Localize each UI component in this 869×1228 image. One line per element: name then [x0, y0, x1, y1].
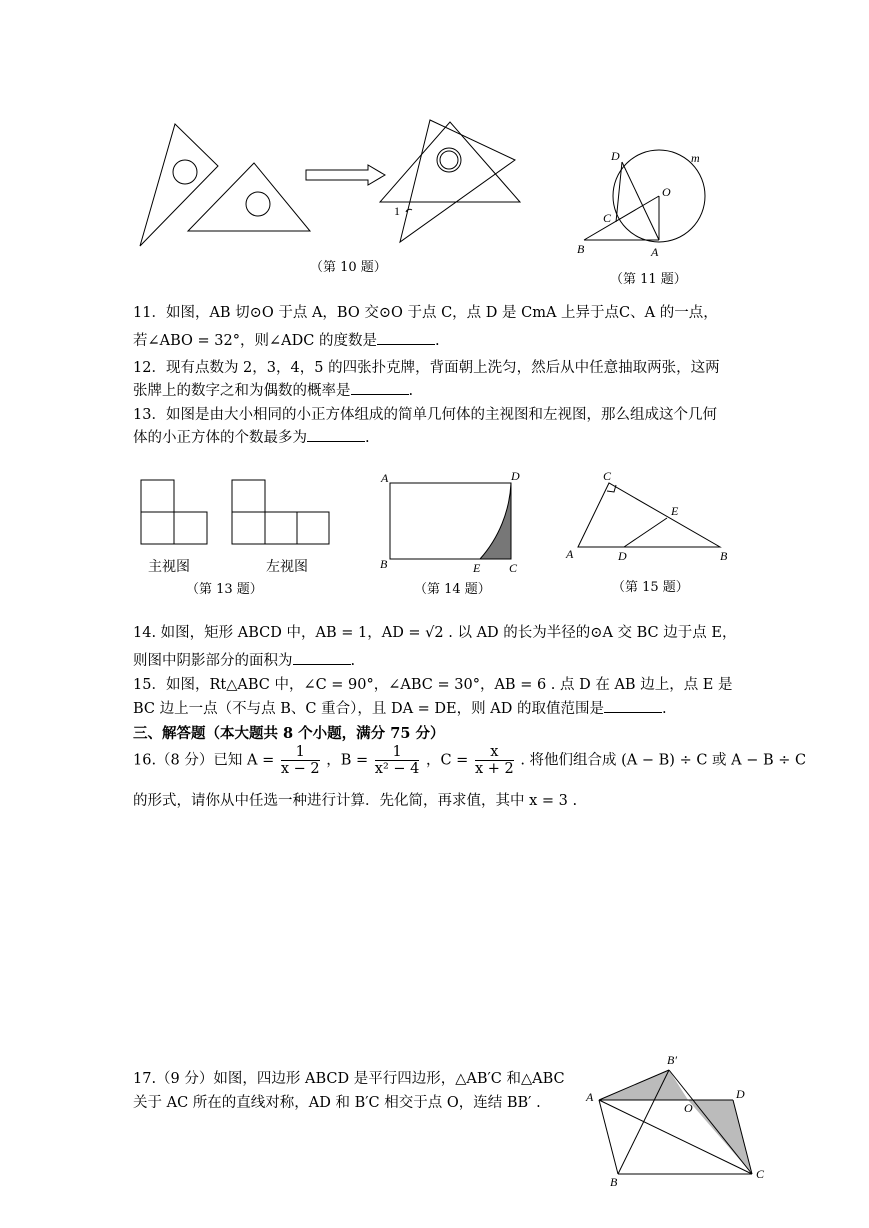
svg-text:B: B	[577, 242, 585, 256]
angle-1-label: 1	[394, 204, 400, 218]
section-3-heading: 三、解答题（本大题共 8 个小题，满分 75 分）	[133, 725, 445, 742]
svg-text:C: C	[756, 1167, 765, 1181]
svg-text:E: E	[671, 504, 679, 518]
svg-text:B′: B′	[667, 1053, 677, 1067]
figure-14	[375, 466, 525, 578]
svg-text:O: O	[684, 1101, 693, 1115]
q16-line2: 的形式，请你从中任选一种进行计算．先化简，再求值，其中 x = 3 .	[133, 793, 578, 809]
figure-13	[138, 478, 338, 548]
front-view-label: 主视图	[148, 559, 190, 575]
q13-answer-blank	[307, 427, 365, 442]
q11-answer-blank	[377, 330, 435, 345]
svg-text:m: m	[691, 151, 700, 165]
figure-17	[580, 1048, 780, 1188]
svg-text:C: C	[603, 211, 612, 225]
svg-text:D: D	[511, 469, 520, 483]
svg-text:B: B	[610, 1175, 618, 1188]
q11-line1: 11．如图，AB 切⊙O 于点 A，BO 交⊙O 于点 C，点 D 是 CmA 上异于点C、A 的一点，	[133, 305, 718, 321]
q14-line1: 14. 如图，矩形 ABCD 中，AB = 1，AD = √2 . 以 AD 的长为半径的⊙A 交 BC 边于点 E，	[133, 625, 737, 641]
q15-answer-blank	[604, 698, 662, 713]
shaded-triangle-top	[599, 1070, 688, 1100]
svg-text:A: A	[586, 1090, 594, 1104]
set-square-right	[188, 163, 310, 231]
left-view-label: 左视图	[266, 559, 308, 575]
svg-text:D: D	[611, 149, 620, 163]
arrow-icon	[306, 165, 385, 185]
figure-10	[130, 118, 530, 248]
svg-text:A: A	[381, 471, 389, 485]
figure-11	[570, 140, 720, 265]
fraction-c: $\frac{x}{x + 2}$	[474, 744, 514, 777]
figure-14-drawing	[375, 466, 525, 578]
figure-13-drawing	[138, 478, 338, 548]
q11-line2: 若∠ABO = 32°，则∠ADC 的度数是 .	[133, 328, 440, 354]
figure-17-drawing	[580, 1048, 780, 1188]
q15-line1: 15．如图，Rt△ABC 中，∠C = 90°，∠ABC = 30°，AB = 6 . 点 D 在 AB 边上，点 E 是	[133, 677, 733, 693]
svg-text:B: B	[720, 549, 728, 563]
q14-line2: 则图中阴影部分的面积为 .	[133, 648, 355, 674]
q17-line2: 关于 AC 所在的直线对称，AD 和 B′C 相交于点 O，连结 BB′ .	[133, 1095, 541, 1111]
svg-text:A: A	[566, 547, 574, 561]
figure-15	[560, 466, 740, 566]
q15-line2: BC 边上一点（不与点 B、C 重合），且 DA = DE，则 AD 的取值范围是 .	[133, 696, 667, 722]
svg-text:B: B	[380, 557, 388, 571]
svg-text:A: A	[651, 245, 659, 259]
figure-10-caption: （第 10 题）	[310, 260, 387, 275]
fraction-b: $\frac{1}{\text{x² − 4}}$	[374, 744, 420, 777]
q12-line1: 12．现有点数为 2，3，4，5 的四张扑克牌，背面朝上洗匀，然后从中任意抽取两张，这两	[133, 360, 720, 376]
svg-text:D: D	[736, 1087, 745, 1101]
figure-15-drawing	[560, 466, 740, 566]
figure-15-caption: （第 15 题）	[612, 580, 689, 595]
figure-11-caption: （第 11 题）	[610, 272, 687, 287]
q13-line1: 13．如图是由大小相同的小正方体组成的简单几何体的主视图和左视图，那么组成这个几何	[133, 407, 717, 423]
figure-14-caption: （第 14 题）	[414, 582, 491, 597]
q14-answer-blank	[293, 650, 351, 665]
q13-line2: 体的小正方体的个数最多为 .	[133, 425, 370, 451]
svg-text:O: O	[662, 185, 671, 199]
figure-13-caption: （第 13 题）	[186, 582, 263, 597]
svg-text:C: C	[603, 469, 612, 483]
set-square-left	[140, 124, 218, 246]
q12-answer-blank	[351, 380, 409, 395]
svg-text:D: D	[618, 549, 627, 563]
svg-text:E: E	[473, 561, 481, 575]
figure-10-drawing	[130, 118, 530, 248]
fraction-a: $\frac{1}{x - 2}$	[280, 744, 320, 777]
q12-line2: 张牌上的数字之和为偶数的概率是 .	[133, 378, 413, 404]
svg-text:C: C	[509, 561, 518, 575]
shaded-region	[480, 483, 511, 559]
figure-11-drawing	[570, 140, 720, 265]
q17-line1: 17.（9 分）如图，四边形 ABCD 是平行四边形，△AB′C 和△ABC	[133, 1071, 565, 1087]
q16-line1: 16.（8 分）已知 A = $\frac{1}{x - 2}$ ，B = $\frac{1}{\text{x² − 4}}$ ，C = $\frac{x}{x + 2}$ . 将他们组合成 (A − B) ÷ C 或 A − B ÷ C	[133, 744, 807, 777]
